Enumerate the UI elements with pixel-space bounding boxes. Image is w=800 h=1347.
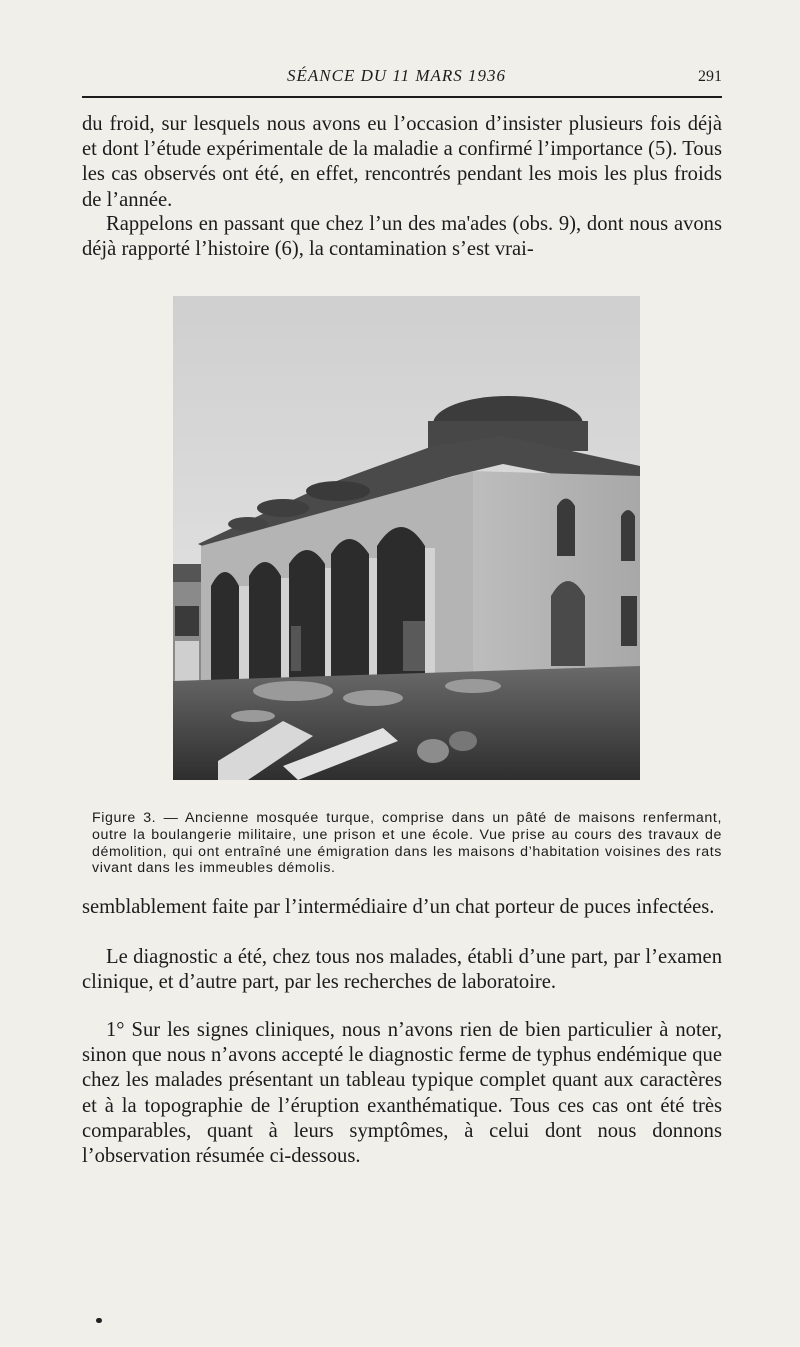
body-paragraph-2: Rappelons en passant que chez l’un des ma'ades (obs. 9), dont nous avons déjà rapporté l’histoire (6), la contamination s’est vrai- <box>82 213 722 261</box>
mosque-photo <box>173 296 640 780</box>
body-paragraph-1: du froid, sur lesquels nous avons eu l’occasion d’insister plusieurs fois déjà et dont l’étude expérimentale de la maladie a confirmé l’importance (5). Tous les cas observés ont été, en effet, rencontrés pendant les mois les plus froids de l’année. <box>82 113 722 211</box>
body-paragraph-4: Le diagnostic a été, chez tous nos malades, établi d’une part, par l’examen clinique, et d’autre part, par les recherches de laboratoire. <box>82 946 722 994</box>
body-paragraph-3: semblablement faite par l’intermédiaire d’un chat porteur de puces infectées. <box>82 896 715 918</box>
figure-photograph <box>173 296 640 780</box>
running-head <box>82 64 722 94</box>
running-head-title: SÉANCE DU 11 MARS 1936 <box>287 66 507 85</box>
figure-caption: Figure 3. — Ancienne mosquée turque, comprise dans un pâté de maisons renfermant, outre la boulangerie militaire, une prison et une école. Vue prise au cours des travaux de démolition, qui ont entraîné une émigration dans les maisons d’habitation voisines des rats vivant dans les immeubles démolis. <box>92 810 722 877</box>
body-paragraph-5: 1° Sur les signes cliniques, nous n’avons rien de bien particulier à noter, sinon que nous n’avons accepté le diagnostic ferme de typhus endémique que chez les malades présentant un tableau typique complet quant aux caractères et à la topographie de l’éruption exanthématique. Tous ces cas ont été très comparables, quant à leurs symptômes, à celui dont nous donnons l’observation résumée ci-dessous. <box>82 1019 722 1168</box>
printer-mark <box>96 1318 102 1323</box>
page-number: 291 <box>698 68 722 85</box>
header-rule <box>82 96 722 98</box>
